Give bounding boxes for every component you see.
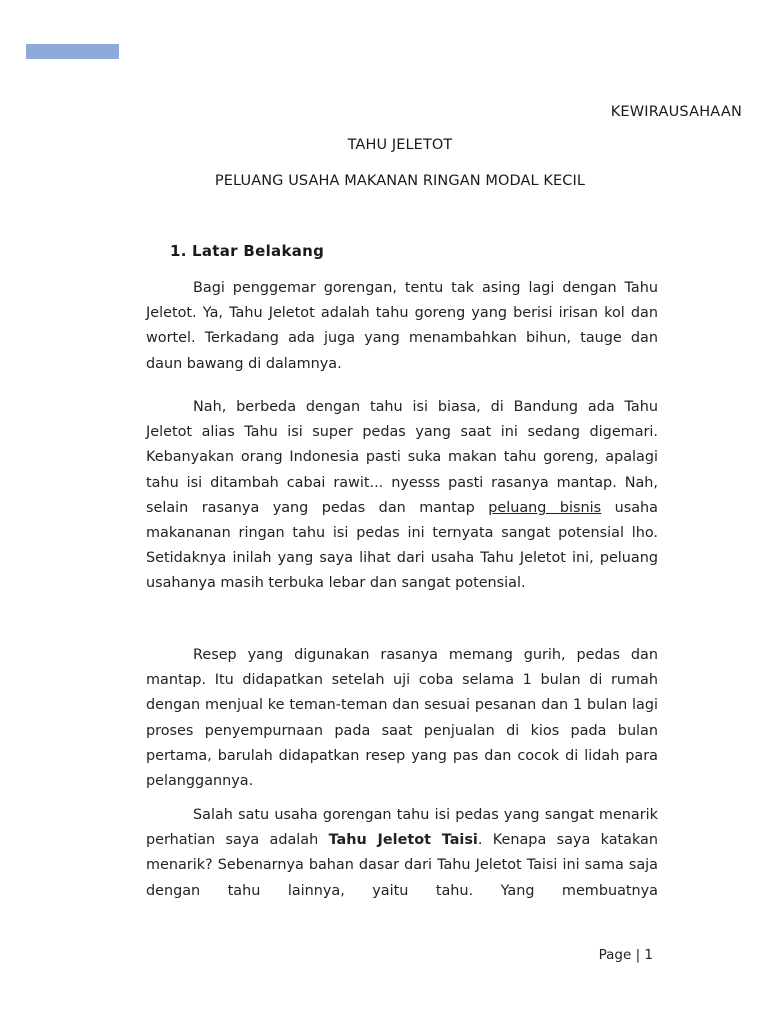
paragraph-4-container [146,803,658,904]
page-number: Page | 1 [598,947,653,963]
header-label: KEWIRAUSAHAAN [610,104,742,120]
document-subtitle: PELUANG USAHA MAKANAN RINGAN MODAL KECIL [214,173,586,189]
header-color-bar [26,44,119,59]
paragraph-2 [146,395,658,597]
paragraph-1: Bagi penggemar gorengan, tentu tak asing lagi dengan Tahu Jeletot. Ya, Tahu Jeletot adalah tahu goreng yang berisi irisan kol dan wortel. Terkadang ada juga yang menambahkan bihun, tauge dan daun bawang di dalamnya. [146,280,658,372]
peluang-bisnis-link[interactable]: peluang bisnis [488,499,602,516]
paragraph-2-text-end: usaha makananan ringan tahu isi pedas ini ternyata sangat potensial lho. Setidaknya inilah yang saya lihat dari usaha Tahu Jeletot ini, peluang usahanya masih terbuka lebar dan sangat potensial. [146,499,658,592]
paragraph-2-text-start: Nah, berbeda dengan tahu isi biasa, di Bandung ada Tahu Jeletot alias Tahu isi super pedas yang saat ini sedang digemari. Kebanyakan orang Indonesia pasti suka makan tahu goreng, apalagi tahu isi ditambah cabai rawit... nyesss pasti rasanya mantap. Nah, selain rasanya yang pedas dan mantap [146,399,658,516]
paragraph-4-bold-name: Tahu Jeletot Taisi [328,832,478,849]
section-number: 1. [170,242,187,260]
paragraph-4-text-start: Salah satu usaha gorengan tahu isi pedas yang sangat menarik perhatian saya adalah [146,807,658,849]
section-heading [170,242,324,260]
document-title: TAHU JELETOT [347,137,453,153]
section-title: Latar Belakang [192,242,325,260]
paragraph-3: Resep yang digunakan rasanya memang gurih, pedas dan mantap. Itu didapatkan setelah uji coba selama 1 bulan di rumah dengan menjual ke teman-teman dan sesuai pesanan dan 1 bulan lagi proses penyempurnaan pada saat penjualan di kios pada bulan pertama, barulah didapatkan resep yang pas dan cocok di lidah para pelanggannya. [146,647,658,790]
paragraph-4 [146,803,658,904]
paragraph-3-container [146,643,658,794]
paragraph-2-container [146,395,658,597]
paragraph-1-container [146,276,658,377]
paragraph-4-text-end: . Kenapa saya katakan menarik? Sebenarnya bahan dasar dari Tahu Jeletot Taisi ini sama saja dengan tahu lainnya, yaitu tahu. Yang membuatnya [146,832,658,899]
